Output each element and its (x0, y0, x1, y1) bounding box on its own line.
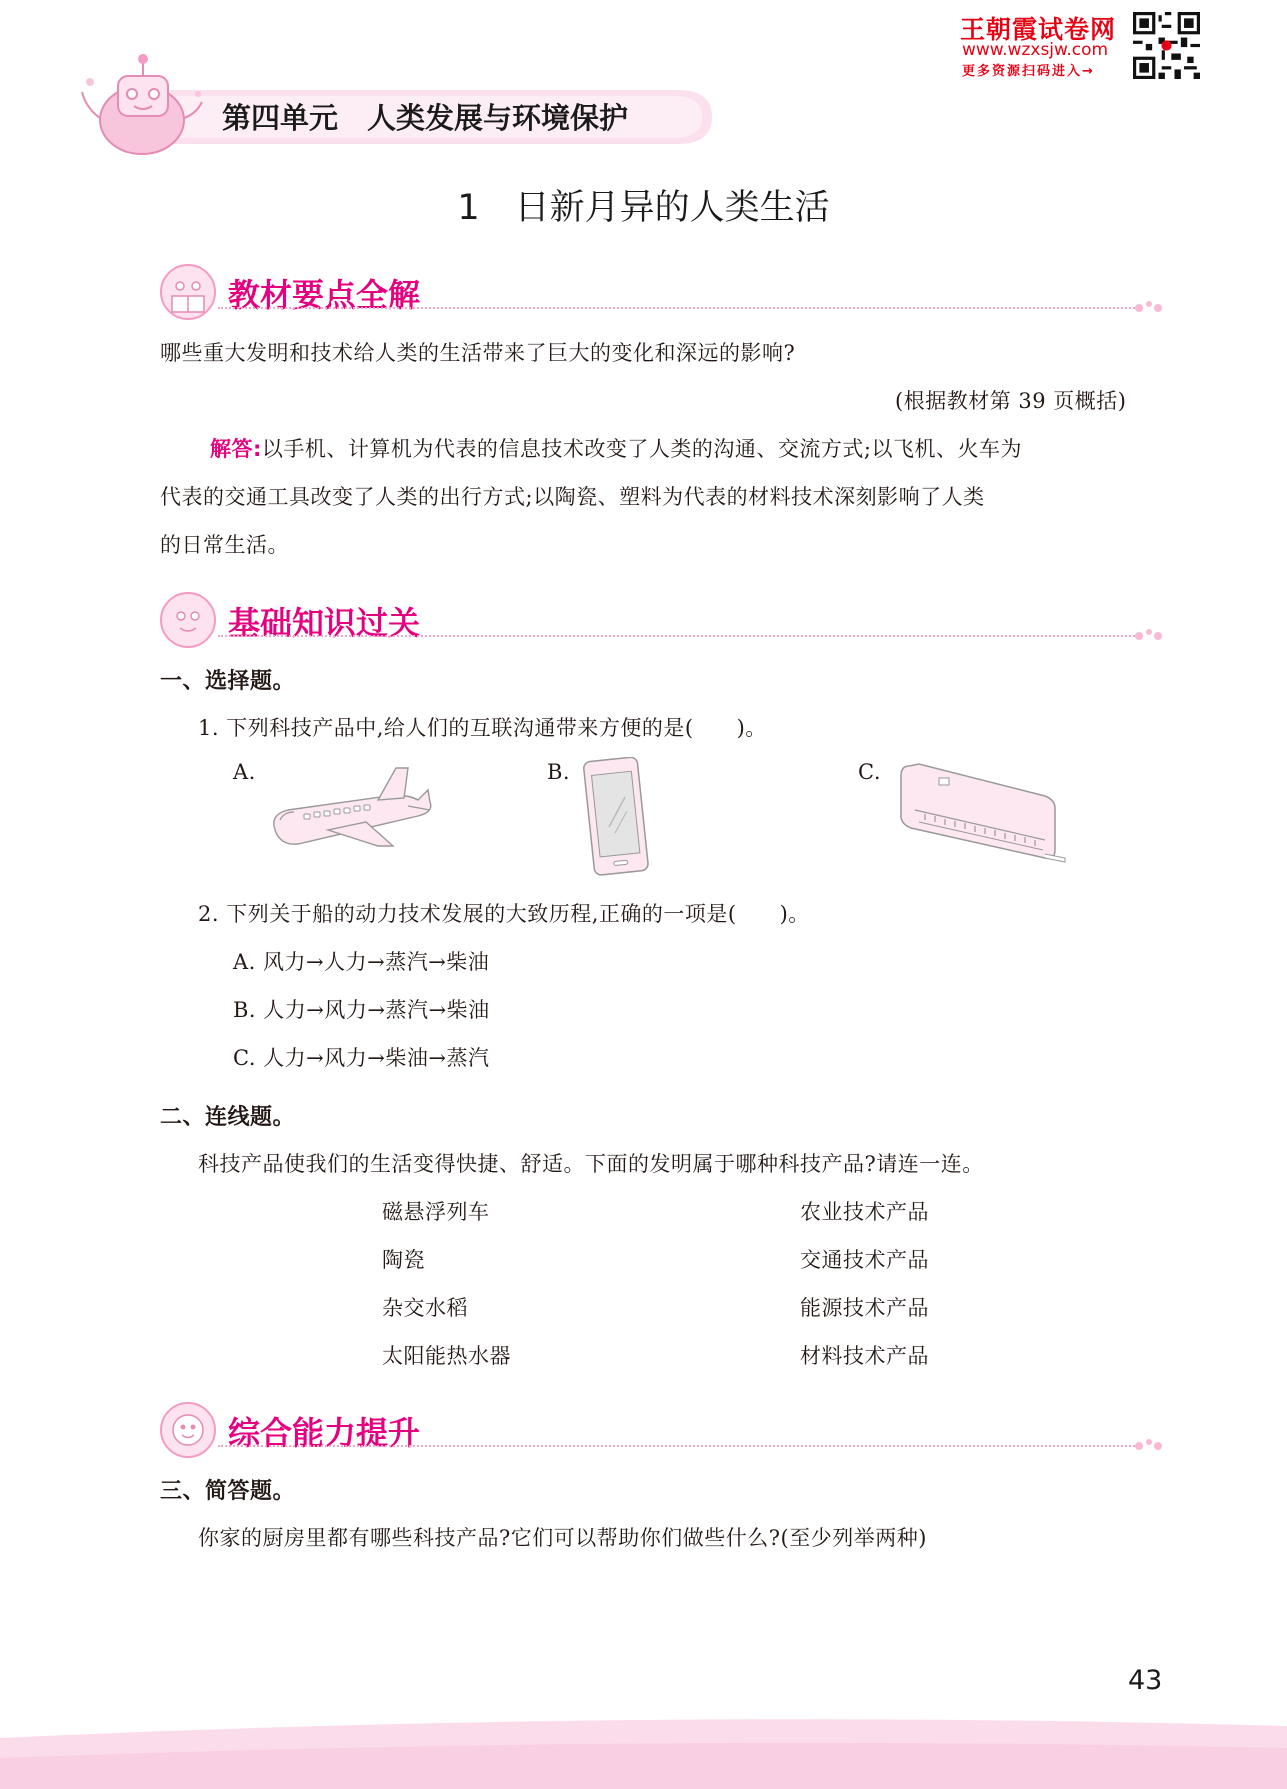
mascot-icon (158, 590, 218, 650)
match-right-item: 交通技术产品 (800, 1248, 929, 1272)
match-right-item: 能源技术产品 (800, 1296, 929, 1320)
part2-heading: 二、连线题。 (160, 1105, 296, 1130)
answer-line-1 (210, 433, 1022, 463)
section-divider (218, 635, 1143, 637)
key-point-question: 哪些重大发明和技术给人类的生活带来了巨大的变化和深远的影响? (160, 341, 796, 365)
answer-line-3: 的日常生活。 (160, 533, 289, 557)
match-left-item: 杂交水稻 (382, 1296, 468, 1320)
section-header-ability (158, 1400, 1158, 1460)
mascot-icon (158, 1400, 218, 1460)
q2-option-c: C. 人力→风力→柴油→蒸汽 (233, 1046, 490, 1070)
match-right-item: 材料技术产品 (800, 1344, 929, 1368)
dots-decoration-icon (1133, 298, 1163, 314)
section-header-key-points (158, 262, 1158, 322)
answer-label: 解答: (210, 437, 262, 461)
part3-heading: 三、简答题。 (160, 1479, 296, 1504)
q1-stem: 1. 下列科技产品中,给人们的互联沟通带来方便的是( )。 (198, 716, 767, 740)
match-left-item: 陶瓷 (382, 1248, 425, 1272)
key-point-source: (根据教材第 39 页概括) (895, 389, 1127, 413)
book-mascot-icon (158, 262, 218, 322)
smartphone-icon (583, 757, 651, 877)
q1-option-b: B. (547, 760, 571, 784)
match-right-item: 农业技术产品 (800, 1200, 929, 1224)
section-divider (218, 307, 1143, 309)
watermark-url: www.wzxsjw.com (962, 40, 1109, 60)
section-title: 基础知识过关 (228, 604, 421, 642)
part2-intro: 科技产品使我们的生活变得快捷、舒适。下面的发明属于哪种科技产品?请连一连。 (198, 1152, 984, 1176)
page-number: 43 (1128, 1665, 1163, 1696)
q2-option-a: A. 风力→人力→蒸汽→柴油 (233, 950, 490, 974)
robot-mascot-icon (80, 48, 210, 163)
section-divider (218, 1445, 1143, 1447)
watermark-more: 更多资源扫码进入→ (962, 64, 1095, 79)
q2-option-b: B. 人力→风力→蒸汽→柴油 (233, 998, 490, 1022)
part3-question: 你家的厨房里都有哪些科技产品?它们可以帮助你们做些什么?(至少列举两种) (198, 1526, 927, 1550)
watermark-brand: 王朝霞试卷网 (960, 15, 1117, 44)
q2-stem: 2. 下列关于船的动力技术发展的大致历程,正确的一项是( )。 (198, 902, 810, 926)
match-left-item: 太阳能热水器 (382, 1344, 511, 1368)
bottom-decoration (0, 1708, 1287, 1789)
lesson-title: 1 日新月异的人类生活 (457, 188, 830, 228)
section-title: 综合能力提升 (228, 1414, 421, 1452)
dots-decoration-icon (1133, 626, 1163, 642)
answer-line-2: 代表的交通工具改变了人类的出行方式;以陶瓷、塑料为代表的材料技术深刻影响了人类 (160, 485, 985, 509)
unit-title: 第四单元 人类发展与环境保护 (222, 101, 629, 135)
airplane-icon (268, 760, 433, 855)
match-left-item: 磁悬浮列车 (382, 1200, 490, 1224)
q1-option-c: C. (858, 760, 881, 784)
section-header-basic-knowledge (158, 590, 1158, 650)
dots-decoration-icon (1133, 1436, 1163, 1452)
air-conditioner-icon (895, 758, 1070, 868)
answer-text-1: 以手机、计算机为代表的信息技术改变了人类的沟通、交流方式;以飞机、火车为 (261, 437, 1022, 461)
part1-heading: 一、选择题。 (160, 669, 296, 694)
qr-code-icon (1133, 12, 1200, 79)
q1-option-a: A. (233, 760, 256, 784)
section-title: 教材要点全解 (228, 276, 421, 314)
